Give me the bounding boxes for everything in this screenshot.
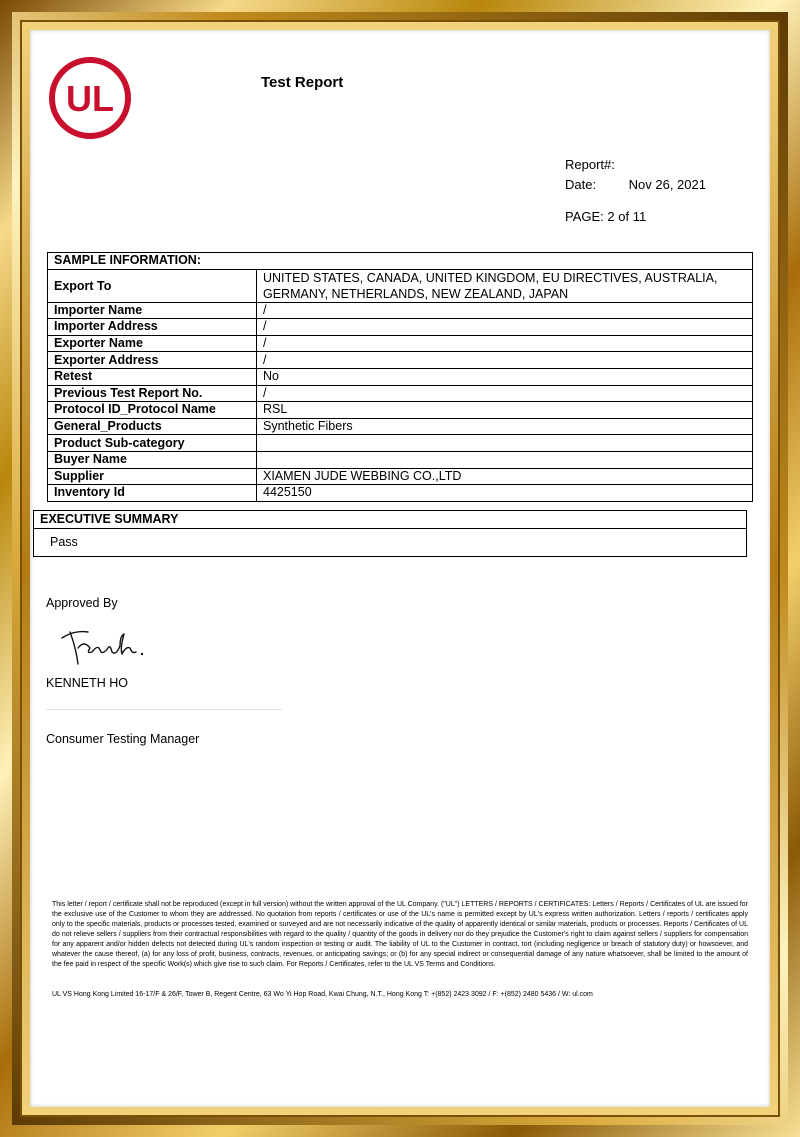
- row-value: Synthetic Fibers: [257, 418, 753, 435]
- date-value: Nov 26, 2021: [628, 177, 706, 192]
- page-indicator: [565, 209, 646, 224]
- row-label: Export To: [48, 269, 257, 302]
- page-total: 11: [632, 209, 647, 224]
- sample-information-header: SAMPLE INFORMATION:: [48, 253, 753, 270]
- row-value: /: [257, 302, 753, 319]
- row-label: Buyer Name: [48, 451, 257, 468]
- approved-by-label: Approved By: [46, 596, 118, 610]
- table-row: [48, 385, 753, 402]
- row-label: Retest: [48, 368, 257, 385]
- row-label: Inventory Id: [48, 485, 257, 502]
- table-row: [48, 302, 753, 319]
- table-row: [48, 335, 753, 352]
- row-label: Exporter Name: [48, 335, 257, 352]
- row-value: /: [257, 335, 753, 352]
- row-value: 4425150: [257, 485, 753, 502]
- page-current: 2: [607, 209, 615, 224]
- company-address: UL VS Hong Kong Limited 16-17/F & 26/F, Tower B, Regent Centre, 63 Wo Yi Hop Road, Kwai Chung, N.T., Hong Kong T: +(852) 2423 3092 / F: +(852) 2480 5436 / W: ul.com: [52, 991, 593, 998]
- row-label: Importer Address: [48, 319, 257, 336]
- row-label: Supplier: [48, 468, 257, 485]
- row-label: Protocol ID_Protocol Name: [48, 402, 257, 419]
- row-label: Exporter Address: [48, 352, 257, 369]
- table-row: [48, 269, 753, 302]
- row-value: XIAMEN JUDE WEBBING CO.,LTD: [257, 468, 753, 485]
- sample-information-table: [47, 252, 753, 502]
- row-label: Previous Test Report No.: [48, 385, 257, 402]
- executive-summary-result: Pass: [50, 535, 78, 549]
- row-label: General_Products: [48, 418, 257, 435]
- table-row: [48, 451, 753, 468]
- table-row: [48, 402, 753, 419]
- page-of: of: [618, 209, 630, 224]
- legal-disclaimer: This letter / report / certificate shall not be reproduced (except in full version) without the written approval of the UL Company. ("UL") LETTERS / REPORTS / CERTIFICATES: Letters / Reports / Certificates of UL are issued for the exclusive use of the Customer to whom they are addressed. No quotation from reports / certificates or use of the UL's name is permitted except by UL's express written authorization. Letters / reports / certificates apply only to the specific materials, products or processes tested, examined or surveyed and are not necessarily indicative of the quality of apparently identical or similar materials, products or processes. Reports / Certificates of UL do not relieve sellers / suppliers from their contractual responsibilities with regard to the quality / quantity of the goods in delivery nor do they prejudice the Customer's right to claim against sellers / suppliers for compensation for any apparent and/or hidden defects not detected during UL's random inspection or testing or audit. The liability of UL to the Customer in contract, tort (including negligence or breach of statutory duty) or howsoever, and whatever the cause thereof, (a) for any loss of profit, business, contracts, revenues, or anticipating savings; or (b) for any special indirect or consequential damage of any nature whatsoever, shall be limited to the amount of the fee paid in respect of the specific Work(s) which give rise to such claim. For Reports / Certificates, refer to the UL VS Terms and Conditions.: [52, 901, 748, 968]
- row-value: /: [257, 319, 753, 336]
- report-page: [30, 30, 770, 1107]
- row-value: RSL: [257, 402, 753, 419]
- row-value: No: [257, 368, 753, 385]
- row-value: [257, 435, 753, 452]
- ul-logo-text: UL: [66, 78, 114, 119]
- signature-divider: [46, 709, 282, 710]
- approver-position: Consumer Testing Manager: [46, 732, 200, 746]
- table-row: [48, 435, 753, 452]
- date-label: Date:: [565, 177, 597, 192]
- row-label: Importer Name: [48, 302, 257, 319]
- signature-image: [54, 618, 154, 670]
- report-number-label: Report#:: [565, 157, 615, 172]
- row-value: /: [257, 385, 753, 402]
- ul-logo: [48, 56, 132, 140]
- row-label: Product Sub-category: [48, 435, 257, 452]
- table-row: [48, 418, 753, 435]
- report-date: [565, 177, 706, 192]
- table-row: [48, 319, 753, 336]
- executive-summary: [33, 510, 747, 557]
- row-value: UNITED STATES, CANADA, UNITED KINGDOM, EU DIRECTIVES, AUSTRALIA, GERMANY, NETHERLANDS, NEW ZEALAND, JAPAN: [257, 269, 753, 302]
- table-row: [48, 468, 753, 485]
- row-value: [257, 451, 753, 468]
- table-row: [48, 368, 753, 385]
- row-value: /: [257, 352, 753, 369]
- page-title: Test Report: [261, 74, 344, 91]
- table-row: [48, 485, 753, 502]
- executive-summary-header: EXECUTIVE SUMMARY: [34, 511, 746, 529]
- approver-name: KENNETH HO: [46, 676, 128, 690]
- report-number: [565, 157, 625, 172]
- page-label: PAGE:: [565, 209, 604, 224]
- table-row: [48, 352, 753, 369]
